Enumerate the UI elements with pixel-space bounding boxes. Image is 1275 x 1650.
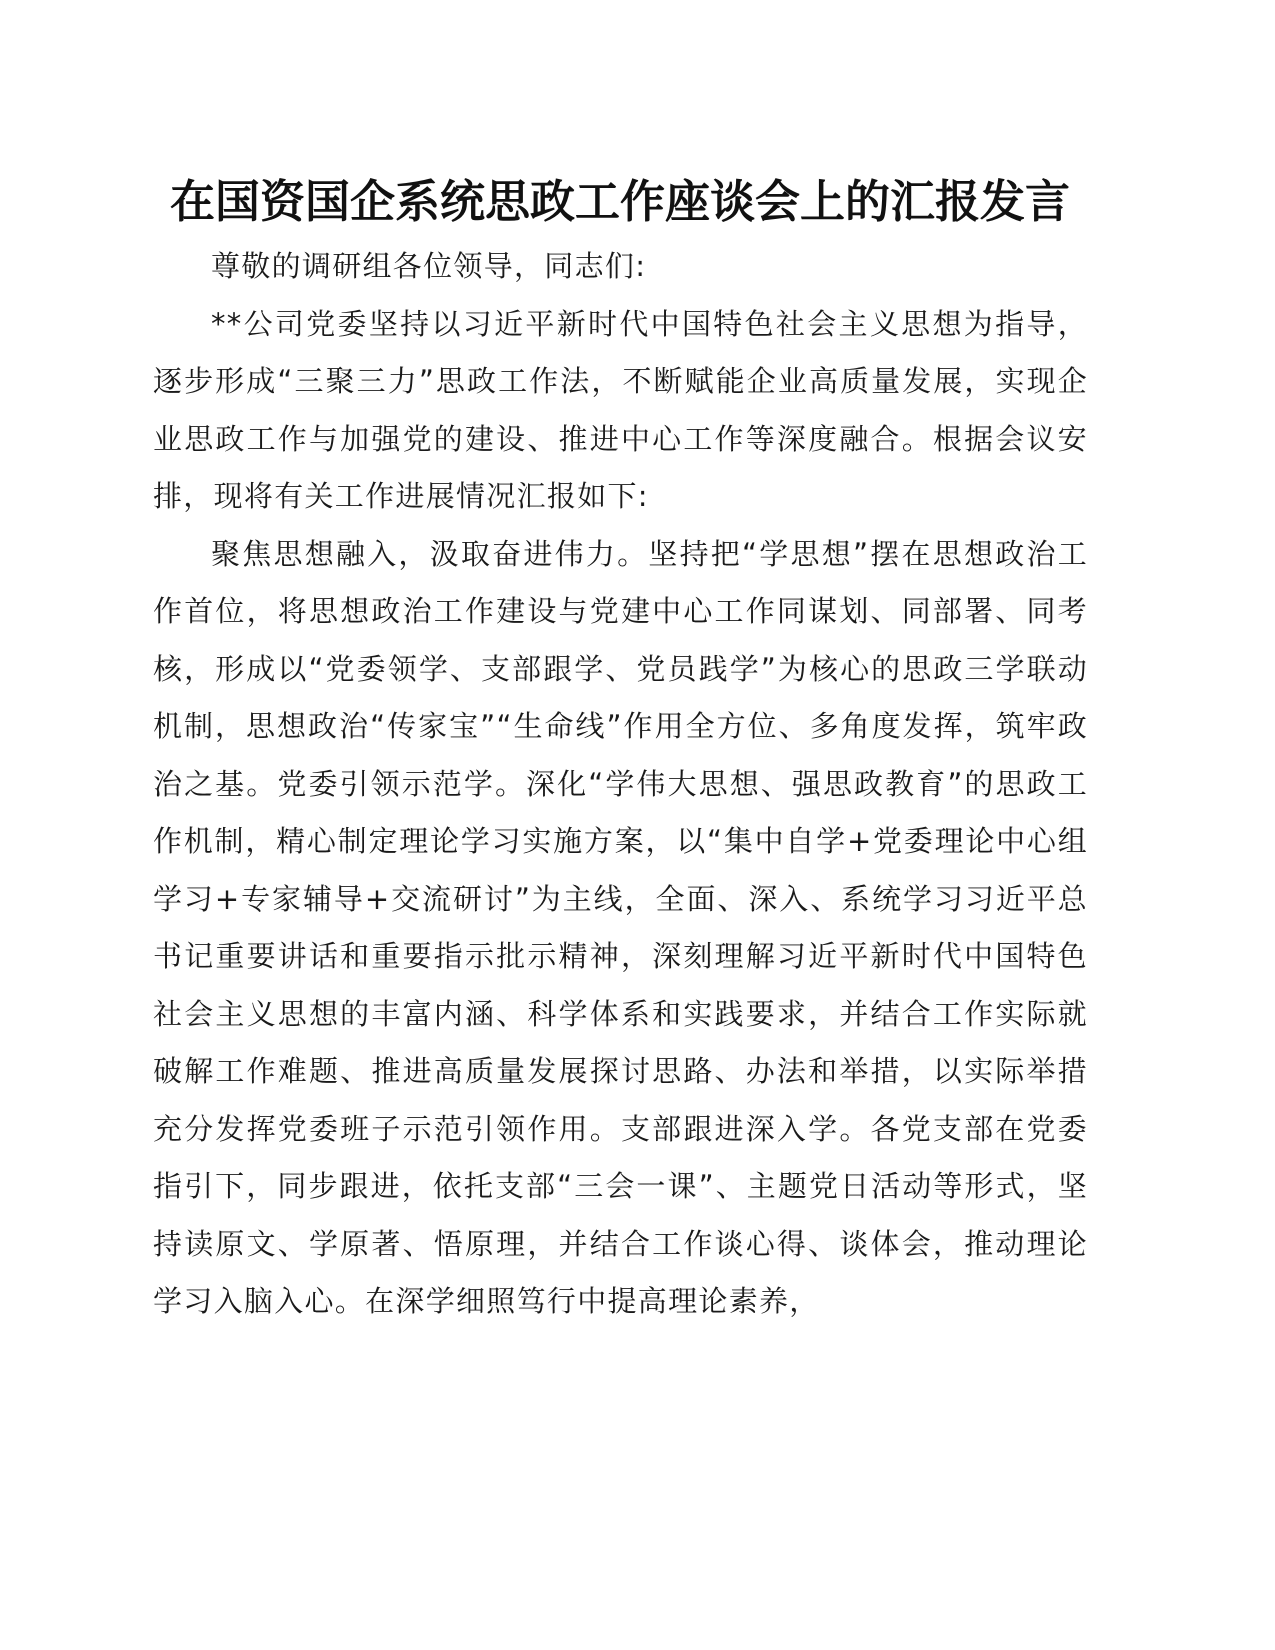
intro-paragraph: **公司党委坚持以习近平新时代中国特色社会主义思想为指导，逐步形成“三聚三力”思政工作法，不断赋能企业高质量发展，实现企业思政工作与加强党的建设、推进中心工作等深度融合。根据会议安排，现将有关工作进展情况汇报如下: (153, 306, 1088, 513)
salutation-paragraph: 尊敬的调研组各位领导，同志们: (211, 249, 647, 283)
document-body (153, 238, 1088, 1331)
body-paragraph: 聚焦思想融入，汲取奋进伟力。坚持把“学思想”摆在思想政治工作首位，将思想政治工作建设与党建中心工作同谋划、同部署、同考核，形成以“党委领学、支部跟学、党员践学”为核心的思政三学联动机制，思想政治“传家宝”“生命线”作用全方位、多角度发挥，筑牢政治之基。党委引领示范学。深化“学伟大思想、强思政教育”的思政工作机制，精心制定理论学习实施方案，以“集中自学+党委理论中心组学习+专家辅导+交流研讨”为主线，全面、深入、系统学习习近平总书记重要讲话和重要指示批示精神，深刻理解习近平新时代中国特色社会主义思想的丰富内涵、科学体系和实践要求，并结合工作实际就破解工作难题、推进高质量发展探讨思路、办法和举措，以实际举措充分发挥党委班子示范引领作用。支部跟进深入学。各党支部在党委指引下，同步跟进，依托支部“三会一课”、主题党日活动等形式，坚持读原文、学原著、悟原理，并结合工作谈心得、谈体会，推动理论学习入脑入心。在深学细照笃行中提高理论素养， (153, 536, 1088, 1318)
document-title: 在国资国企系统思政工作座谈会上的汇报发言 (169, 175, 1070, 228)
